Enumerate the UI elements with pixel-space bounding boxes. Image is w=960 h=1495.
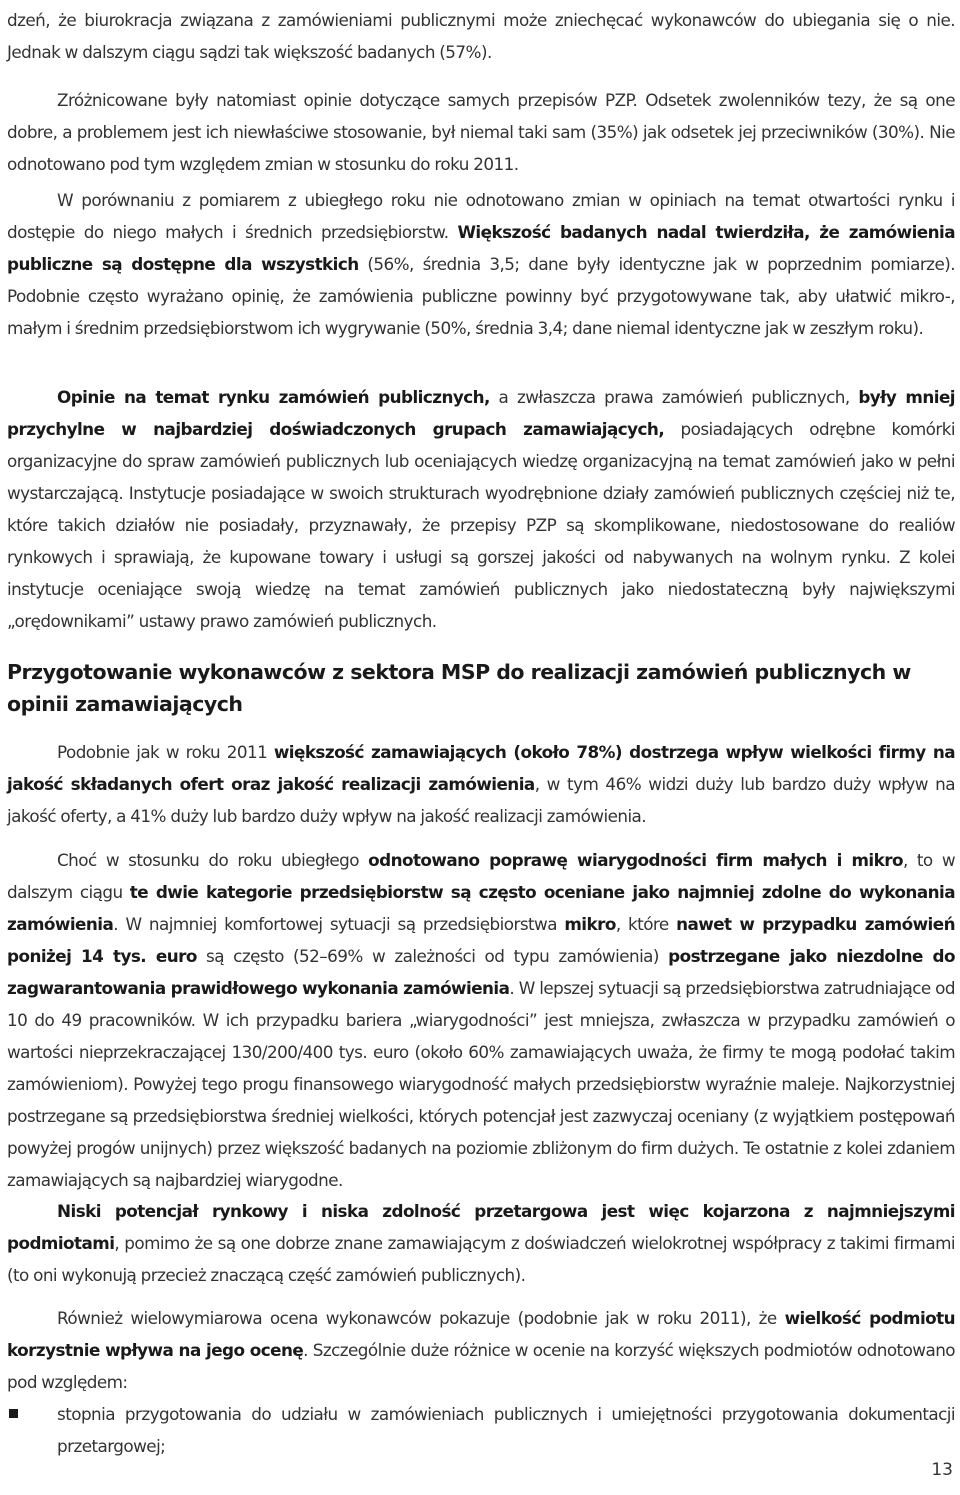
paragraph-6 <box>7 844 955 1196</box>
paragraph-4-bold: Opinie na temat rynku zamówień publicznych, <box>57 387 490 407</box>
square-bullet-icon <box>9 1409 18 1418</box>
paragraph-7 <box>7 1195 955 1291</box>
paragraph-6-text: , to w dalszym ciągu <box>7 850 955 902</box>
paragraph-3-bold: Większość badanych nadal twierdziła, że zamówienia publiczne są dostępne dla wszystkich <box>7 222 956 274</box>
bullet-list-item <box>7 1398 955 1462</box>
paragraph-7-bold: Niski potencjał rynkowy i niska zdolność przetargowa jest więc kojarzona z najmniejszymi podmiotami <box>7 1201 955 1253</box>
page-number: 13 <box>931 1460 953 1480</box>
paragraph-4-text: posiadających odrębne komórki organizacyjne do spraw zamówień publicznych lub oceniających wiedzę organizacyjną na temat zamówień jako w pełni wystarczającą. Instytucje posiadające w swoich strukturach wyodrębnione działy zamówień publicznych częściej niż te, które takich działów nie posiadały, przyznawały, że przepisy PZP są skomplikowane, niedostosowane do realiów rynkowych i sprawiają, że kupowane towary i usługi są gorszej jakości od nabywanych na wolnym rynku. Z kolei instytucje oceniające swoją wiedzę na temat zamówień publicznych jako niedostateczną były największymi „orędownikami” ustawy prawo zamówień publicznych. <box>7 419 955 631</box>
paragraph-6-bold: te dwie kategorie przedsiębiorstw są często oceniane jako najmniej zdolne do wykonania zamówienia <box>7 882 955 934</box>
paragraph-7-text: , pomimo że są one dobrze znane zamawiającym z doświadczeń wielokrotnej współpracy z takimi firmami (to oni wykonują przecież znaczącą część zamówień publicznych). <box>7 1233 955 1285</box>
paragraph-6-text: . W lepszej sytuacji są przedsiębiorstwa zatrudniające od 10 do 49 pracowników. W ich przypadku bariera „wiarygodności” jest mniejsza, zwłaszcza w przypadku zamówień o wartości nieprzekraczającej 130/200/400 tys. euro (około 60% zamawiających uważa, że firmy te mogą podołać takim zamówieniom). Powyżej tego progu finansowego wiarygodność małych przedsiębiorstw wyraźnie maleje. Najkorzystniej postrzegane są przedsiębiorstwa średniej wielkości, których potencjał jest zazwyczaj oceniany (z wyjątkiem postępowań powyżej progów unijnych) przez większość badanych na poziomie zbliżonym do firm dużych. Te ostatnie z kolei zdaniem zamawiających są najbardziej wiarygodne. <box>7 978 955 1190</box>
paragraph-8 <box>7 1302 955 1398</box>
paragraph-2-text: Zróżnicowane były natomiast opinie dotyczące samych przepisów PZP. Odsetek zwolenników tezy, że są one dobre, a problemem jest ich niewłaściwe stosowanie, był niemal taki sam (35%) jak odsetek jej przeciwników (30%). Nie odnotowano pod tym względem zmian w stosunku do roku 2011. <box>7 90 955 174</box>
paragraph-6-bold: mikro <box>564 914 616 934</box>
paragraph-6-text: , które <box>615 914 677 934</box>
paragraph-3 <box>7 184 955 344</box>
paragraph-4 <box>7 381 955 637</box>
bullet-text: stopnia przygotowania do udziału w zamówieniach publicznych i umiejętności przygotowania dokumentacji przetargowej; <box>57 1404 955 1456</box>
paragraph-4-text: a zwłaszcza prawa zamówień publicznych, <box>489 387 859 407</box>
paragraph-5-text: Podobnie jak w roku 2011 <box>57 742 274 762</box>
section-heading: Przygotowanie wykonawców z sektora MSP do realizacji zamówień publicznych w opinii zamawiających <box>7 660 911 716</box>
paragraph-3-text: (56%, średnia 3,5; dane były identyczne jak w poprzednim pomiarze). Podobnie często wyrażano opinię, że zamówienia publiczne powinny być przygotowywane tak, aby ułatwić mikro-, małym i średnim przedsiębiorstwom ich wygrywanie (50%, średnia 3,4; dane niemal identyczne jak w zeszłym roku). <box>7 254 955 338</box>
paragraph-2 <box>7 84 955 180</box>
paragraph-8-bold: wielkość podmiotu korzystnie wpływa na jego ocenę <box>7 1308 956 1360</box>
paragraph-6-bold: nawet w przypadku zamówień poniżej 14 tys. euro <box>7 914 955 966</box>
paragraph-6-text: są często (52–69% w zależności od typu zamówienia) <box>196 946 669 966</box>
paragraph-5-text: , w tym 46% widzi duży lub bardzo duży wpływ na jakość oferty, a 41% duży lub bardzo duży wpływ na jakość realizacji zamówienia. <box>7 774 955 826</box>
paragraph-3-text: W porównaniu z pomiarem z ubiegłego roku nie odnotowano zmian w opiniach na temat otwartości rynku i dostępie do niego małych i średnich przedsiębiorstw. <box>7 190 955 242</box>
paragraph-1 <box>7 4 955 68</box>
paragraph-6-text: Choć w stosunku do roku ubiegłego <box>57 850 369 870</box>
paragraph-8-text: Również wielowymiarowa ocena wykonawców pokazuje (podobnie jak w roku 2011), że <box>57 1308 785 1328</box>
paragraph-4-bold: były mniej przychylne w najbardziej doświadczonych grupach zamawiających, <box>7 387 955 439</box>
paragraph-6-bold: postrzegane jako niezdolne do zagwarantowania prawidłowego wykonania zamówienia <box>7 946 955 998</box>
paragraph-6-text: . W najmniej komfortowej sytuacji są przedsiębiorstwa <box>113 914 565 934</box>
paragraph-5 <box>7 736 955 832</box>
paragraph-1-text: dzeń, że biurokracja związana z zamówieniami publicznymi może zniechęcać wykonawców do ubiegania się o nie. Jednak w dalszym ciągu sądzi tak większość badanych (57%). <box>7 10 955 62</box>
paragraph-8-text: . Szczególnie duże różnice w ocenie na korzyść większych podmiotów odnotowano pod względem: <box>7 1340 955 1392</box>
paragraph-5-bold: większość zamawiających (około 78%) dostrzega wpływ wielkości firmy na jakość składanych ofert oraz jakość realizacji zamówienia <box>7 742 955 794</box>
paragraph-6-bold: odnotowano poprawę wiarygodności firm małych i mikro <box>368 850 903 870</box>
